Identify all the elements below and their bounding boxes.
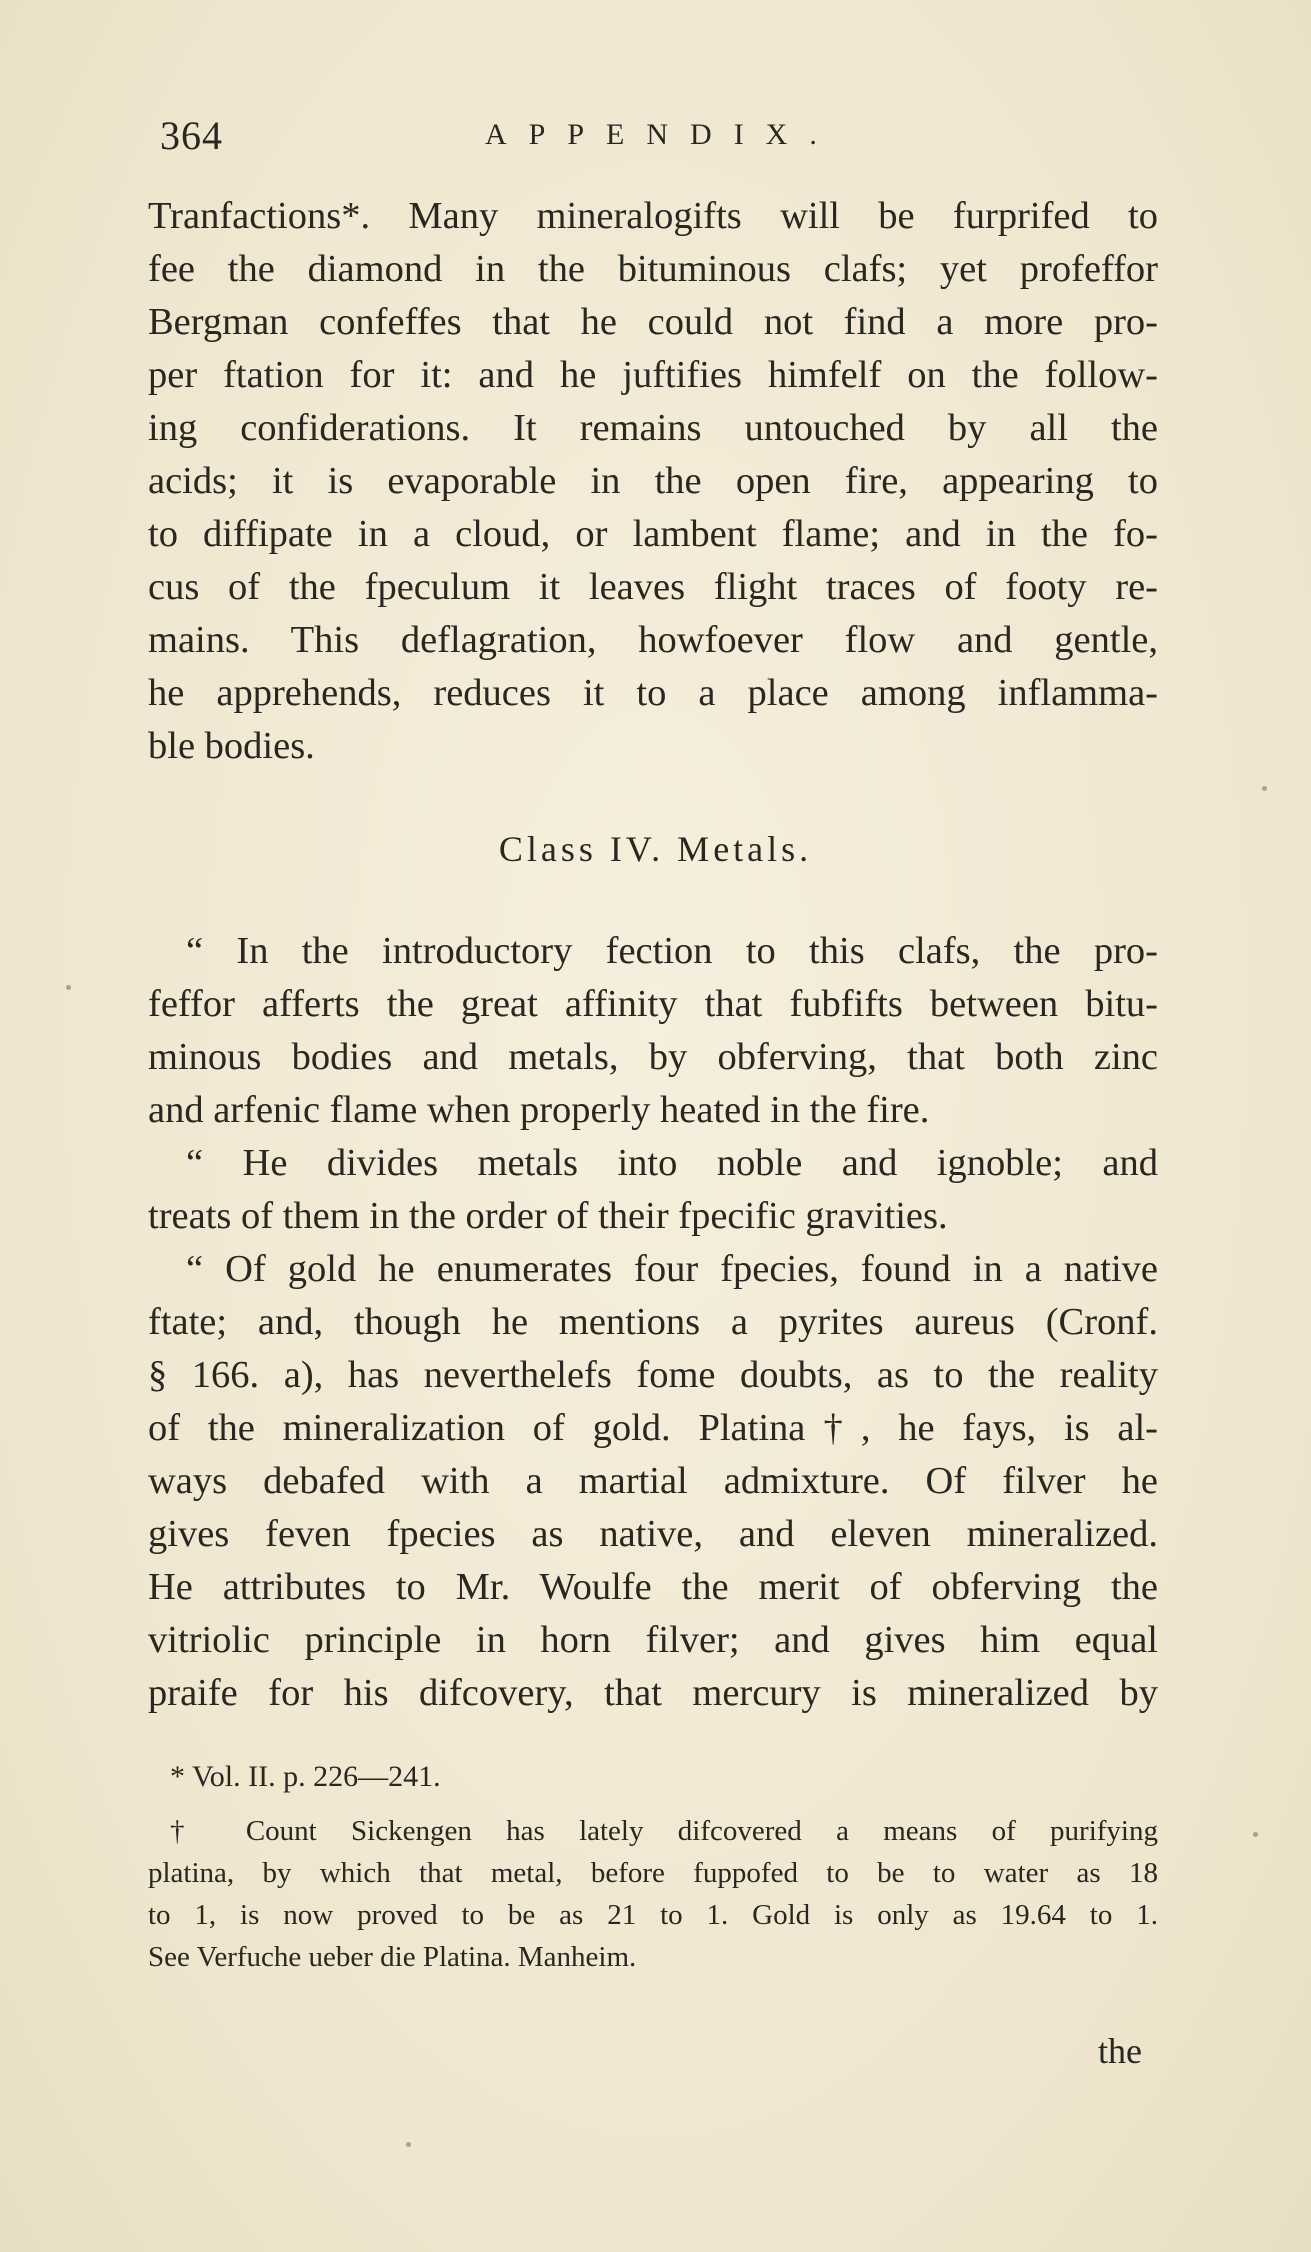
text-line: “ He divides metals into noble and ignoble; and [186,1142,1158,1184]
paragraph-gold [148,1243,1158,1720]
footnote-line: See Verfuche ueber die Platina. Manheim. [148,1941,637,1973]
text-line: § 166. a), has neverthelefs fome doubts, as to the reality [148,1354,1158,1396]
text-line: fee the diamond in the bituminous clafs; yet profeffor [148,248,1158,290]
text-line: vitriolic principle in horn filver; and gives him equal [148,1619,1158,1661]
text-line: ing confiderations. It remains untouched by all the [148,407,1158,449]
footnote-line: to 1, is now proved to be as 21 to 1. Gold is only as 19.64 to 1. [148,1899,1158,1931]
paper-speck [1262,786,1267,791]
paragraph-bituminous [148,190,1158,773]
text-line: praife for his difcovery, that mercury is mineralized by [148,1672,1158,1714]
footnote-volume: * Vol. II. p. 226—241. [170,1760,441,1793]
section-body [148,925,1158,1720]
text-line: mains. This deflagration, howfoever flow and gentle, [148,619,1158,661]
catchword: the [1098,2031,1142,2071]
text-line: he apprehends, reduces it to a place among inflamma- [148,672,1158,714]
text-line: Tranfactions*. Many mineralogifts will be furprifed to [148,195,1158,237]
paper-speck [406,2142,411,2147]
text-line: gives feven fpecies as native, and eleven mineralized. [148,1513,1158,1555]
text-line: acids; it is evaporable in the open fire, appearing to [148,460,1158,502]
paper-speck [66,985,71,990]
paper-speck [1253,1832,1258,1837]
footnote-line: platina, by which that metal, before fuppofed to be to water as 18 [148,1857,1158,1889]
text-line: ways debafed with a martial admixture. Of filver he [148,1460,1158,1502]
page-header [160,112,1140,162]
text-line: and arfenic flame when properly heated in the fire. [148,1089,930,1131]
text-line: per ftation for it: and he juftifies himfelf on the follow- [148,354,1158,396]
text-line: cus of the fpeculum it leaves flight traces of footy re- [148,566,1158,608]
page-number: 364 [160,113,223,158]
text-line: of the mineralization of gold. Platina†, he fays, is al- [148,1407,1158,1449]
paragraph-introductory [148,925,1158,1137]
footnotes [148,1756,1158,1978]
text-line: “ In the introductory fection to this clafs, the pro- [186,930,1158,972]
text-line: feffor afferts the great affinity that fubfifts between bitu- [148,983,1158,1025]
text-line: to diffipate in a cloud, or lambent flame; and in the fo- [148,513,1158,555]
text-line: He attributes to Mr. Woulfe the merit of obferving the [148,1566,1158,1608]
paragraph-divides-metals [148,1137,1158,1243]
text-line: minous bodies and metals, by obferving, that both zinc [148,1036,1158,1078]
running-head: APPENDIX. [485,118,839,151]
footnote-line: † Count Sickengen has lately difcovered a means of purifying [170,1815,1158,1847]
text-line: ble bodies. [148,725,315,767]
text-line: “ Of gold he enumerates four fpecies, found in a native [186,1248,1158,1290]
text-line: Bergman confeffes that he could not find a more pro- [148,301,1158,343]
text-line: treats of them in the order of their fpecific gravities. [148,1195,948,1237]
section-heading: Class IV. Metals. [498,829,813,869]
text-line: ftate; and, though he mentions a pyrites aureus (Cronf. [148,1301,1158,1343]
